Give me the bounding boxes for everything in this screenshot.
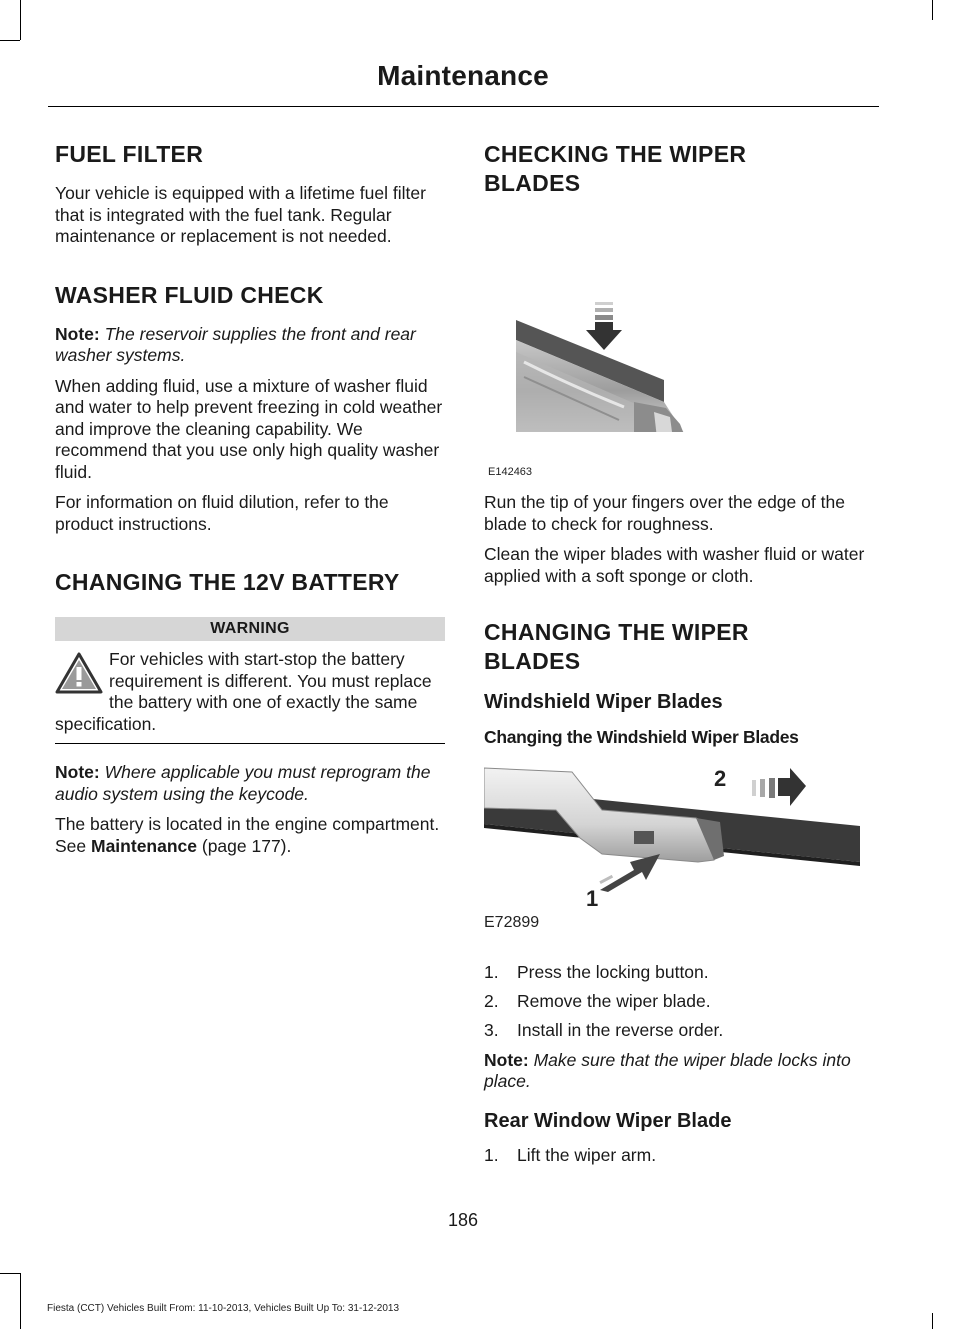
warning-triangle-icon [55, 651, 103, 695]
warning-text: For vehicles with start-stop the battery requirement is different. You must replace the battery with one of exactly the same specification. [55, 649, 432, 734]
crop-mark [0, 1273, 20, 1274]
list-item: 1. Lift the wiper arm. [484, 1144, 657, 1165]
rear-steps [484, 1145, 876, 1167]
figure-code: E72899 [484, 914, 540, 931]
note-text: The reservoir supplies the front and rear washer systems. [55, 323, 416, 365]
wiper-change-figure [484, 766, 876, 952]
warning-body [55, 649, 445, 735]
callout-number: 1 [586, 886, 599, 911]
warning-bar: WARNING [55, 617, 445, 641]
note-label: Note: [55, 762, 100, 782]
changing-windshield-subheading: Changing the Windshield Wiper Blades [484, 727, 799, 747]
crop-mark [0, 40, 20, 41]
windshield-note [484, 1050, 876, 1093]
figure-code: E142463 [488, 466, 533, 478]
callout-number: 2 [714, 766, 727, 791]
note-label: Note: [55, 323, 100, 344]
battery-heading: CHANGING THE 12V BATTERY [55, 569, 400, 595]
battery-location [55, 814, 449, 857]
page-number: 186 [447, 1210, 479, 1230]
list-item: 3. Install in the reverse order. [484, 1020, 724, 1040]
fuel-filter-body: Your vehicle is equipped with a lifetime fuel filter that is integrated with the fuel tank. Regular maintenance or replacement is not needed. [55, 183, 426, 246]
windshield-wiper-subheading: Windshield Wiper Blades [484, 691, 723, 713]
title-rule [48, 106, 879, 107]
warning-rule [55, 743, 445, 744]
checking-para2: Clean the wiper blades with washer fluid or water applied with a soft sponge or cloth. [484, 544, 865, 586]
checking-wiper-heading: CHECKING THE WIPER BLADES [484, 141, 747, 196]
battery-location-page: (page 177). [197, 835, 292, 856]
washer-fluid-heading: WASHER FLUID CHECK [55, 281, 324, 308]
battery-note [55, 762, 445, 805]
crop-mark [932, 1313, 933, 1329]
washer-fluid-para2: For information on fluid dilution, refer to the product instructions. [55, 492, 389, 534]
page-title: Maintenance [377, 60, 549, 91]
left-column [55, 140, 449, 866]
note-label: Note: [484, 1049, 529, 1070]
right-column [484, 140, 876, 1174]
note-text: Where applicable you must reprogram the audio system using the keycode. [55, 762, 431, 804]
washer-fluid-note [55, 324, 445, 367]
washer-fluid-para1: When adding fluid, use a mixture of washer fluid and water to help prevent freezing in cold weather and improve the cleaning capability. We recommend that you use only high quality washer fluid. [55, 375, 443, 482]
maintenance-page-link[interactable]: Maintenance [91, 835, 197, 856]
wiper-blade-change-illustration [484, 766, 876, 952]
changing-wiper-heading: CHANGING THE WIPER BLADES [484, 619, 749, 674]
wiper-blade-edge-illustration [484, 212, 699, 432]
battery-location-text: The battery is located in the engine compartment. See [55, 814, 449, 856]
footer-text: Fiesta (CCT) Vehicles Built From: 11-10-2013, Vehicles Built Up To: 31-12-2013 [47, 1303, 400, 1314]
list-item: 2. Remove the wiper blade. [484, 991, 711, 1011]
list-item: 1. Press the locking button. [484, 962, 709, 982]
note-text: Make sure that the wiper blade locks into place. [484, 1049, 851, 1091]
crop-mark [20, 1273, 21, 1329]
fuel-filter-heading: FUEL FILTER [55, 141, 204, 167]
rear-wiper-subheading: Rear Window Wiper Blade [484, 1109, 732, 1132]
windshield-steps [484, 962, 876, 1042]
wiper-edge-figure [484, 212, 699, 478]
crop-mark [932, 0, 933, 20]
checking-para1: Run the tip of your fingers over the edge of the blade to check for roughness. [484, 492, 845, 534]
crop-mark [20, 0, 21, 40]
